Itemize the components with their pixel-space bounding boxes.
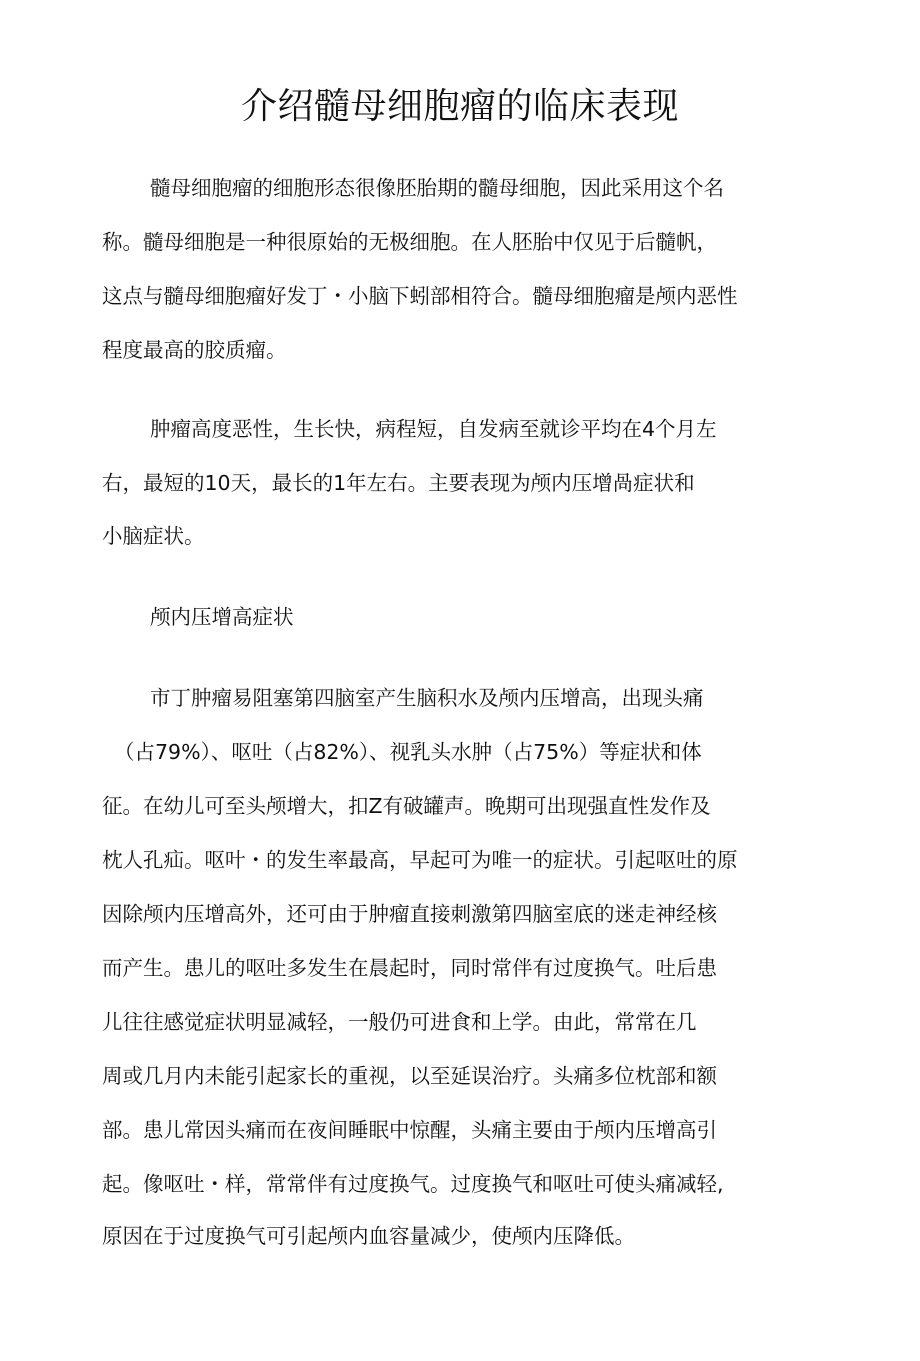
paragraph-1-line-3: 这点与髓母细胞瘤好发丁・小脑下蚓部相符合。髓母细胞瘤是颅内恶性 bbox=[102, 284, 738, 308]
paragraph-3-line-10: 起。像呕吐・样，常常伴有过度换气。过度换气和呕吐可使头痛减轻, bbox=[102, 1172, 724, 1196]
paragraph-2-line-2: 右，最短的10天，最长的1年左右。主要表现为颅内压增咼症状和 bbox=[102, 471, 695, 495]
paragraph-3-line-2: （占79%）、呕吐（占82%）、视乳头水肿（占75%）等症状和体 bbox=[114, 740, 702, 764]
paragraph-3-line-8: 周或几月内未能引起家长的重视，以至延误治疗。头痛多位枕部和额 bbox=[102, 1064, 717, 1088]
paragraph-3-line-7: 儿往往感觉症状明显减轻，一般仍可进食和上学。由此，常常在几 bbox=[102, 1010, 697, 1034]
paragraph-1-line-4: 程度最高的胶质瘤。 bbox=[102, 338, 287, 362]
paragraph-3-line-1: 市丁肿瘤易阻塞第四脑室产生脑积水及颅内压增高，出现头痛 bbox=[150, 686, 704, 710]
section-heading: 颅内压增高症状 bbox=[150, 605, 294, 629]
paragraph-3-line-11: 原因在于过度换气可引起颅内血容量减少，使颅内压降低。 bbox=[102, 1224, 635, 1248]
paragraph-1-line-2: 称。髓母细胞是一种很原始的无极细胞。在人胚胎中仅见于后髓帆， bbox=[102, 230, 717, 254]
paragraph-3-line-6: 而产生。患儿的呕吐多发生在晨起时，同时常伴有过度换气。吐后患 bbox=[102, 956, 717, 980]
paragraph-1-line-1: 髓母细胞瘤的细胞形态很像胚胎期的髓母细胞，因此采用这个名 bbox=[150, 176, 724, 200]
paragraph-3-line-3: 征。在幼儿可至头颅增大，扣Z有破罐声。晚期可出现强直性发作及 bbox=[102, 794, 711, 818]
document-title: 介绍髓母细胞瘤的临床表现 bbox=[240, 86, 679, 127]
paragraph-2-line-3: 小脑症状。 bbox=[102, 524, 205, 548]
paragraph-3-line-4: 枕人孔疝。呕叶・的发生率最高，早起可为唯一的症状。引起呕吐的原 bbox=[102, 848, 738, 872]
paragraph-3-line-9: 部。患儿常因头痛而在夜间睡眠中惊醒，头痛主要由于颅内压增高引 bbox=[102, 1118, 717, 1142]
paragraph-3-line-5: 因除颅内压增高外，还可由于肿瘤直接刺激第四脑室底的迷走神经核 bbox=[102, 902, 717, 926]
paragraph-2-line-1: 肿瘤高度恶性，生长快，病程短，自发病至就诊平均在4个月左 bbox=[150, 417, 717, 441]
